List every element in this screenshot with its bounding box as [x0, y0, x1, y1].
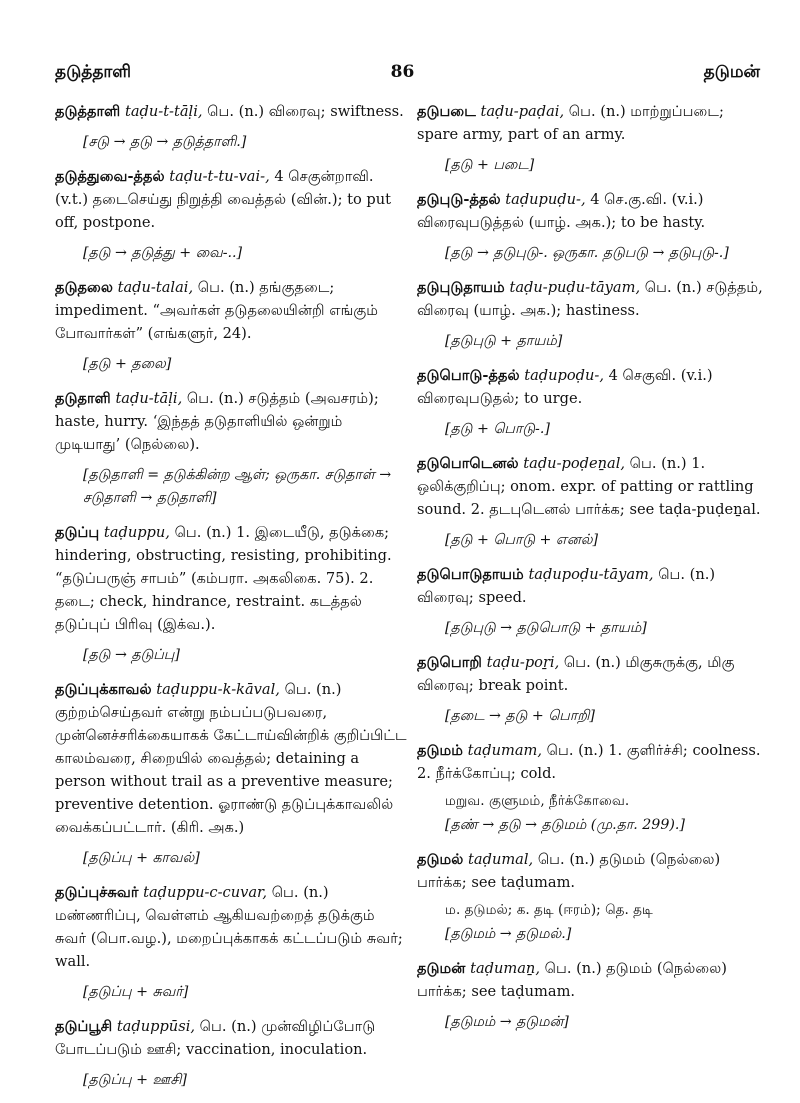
entry-transliteration: taḍumam,	[467, 742, 542, 759]
entry-transliteration: taḍu-puḍu-tāyam,	[509, 279, 641, 296]
left-column	[55, 100, 407, 1103]
entry-etymology: [தடு → தடுத்து + வை-..]	[83, 245, 243, 261]
entry-transliteration: taḍu-poḍeṉal,	[523, 455, 626, 472]
entry-transliteration: taḍu-tāḷi,	[115, 390, 183, 407]
entry-headword: தடுபடை	[417, 103, 476, 120]
dictionary-entry	[55, 100, 407, 154]
dictionary-entry	[55, 276, 407, 376]
entry-headword: தடுபுடு-த்தல்	[417, 191, 501, 208]
entry-definition	[417, 100, 769, 146]
entry-headword: தடுபுடுதாயம்	[417, 279, 505, 296]
entry-body: 4 செகுவி. (v.i.) விரைவுபடுதல்; to urge.	[417, 367, 713, 407]
entry-transliteration: taḍu-poṟi,	[486, 654, 560, 671]
entry-etymology: [தடு → தடுபுடு-. ஒருகா. தடுபடு → தடுபுடு-.]	[445, 245, 729, 261]
entry-definition	[55, 387, 407, 456]
entry-body: பெ. (n.) தடுமம் (நெல்லை) பார்க்க; see taḍumam.	[417, 960, 727, 1000]
entry-body: 4 செ.கு.வி. (v.i.) விரைவுபடுத்தல் (யாழ். அக.); to be hasty.	[417, 191, 706, 231]
entry-transliteration: taḍu-t-tāḷi,	[124, 103, 203, 120]
entry-transliteration: taḍu-paḍai,	[480, 103, 565, 120]
guide-word-right: தடுமன்	[703, 62, 760, 82]
dictionary-entry	[417, 276, 769, 353]
entry-definition	[417, 563, 769, 609]
entry-body: பெ. (n.) 1. ஒலிக்குறிப்பு; onom. expr. of patting or rattling sound. 2. தடபுடெனல் பார்க்க; see taḍa-puḍeṉal.	[417, 455, 761, 518]
entry-headword: தடுப்பு	[55, 524, 100, 541]
entry-definition	[55, 521, 407, 636]
dictionary-entry	[417, 739, 769, 837]
entry-definition	[55, 881, 407, 973]
entry-etymology: [தடு → தடுப்பு]	[83, 647, 180, 663]
entry-headword: தடுப்பூசி	[55, 1018, 113, 1035]
dictionary-entry	[417, 188, 769, 265]
dictionary-entry	[417, 651, 769, 728]
entry-body: பெ. (n.) விரைவு; swiftness.	[207, 103, 404, 120]
entry-etymology: [தடுப்பு + சுவர்]	[83, 984, 189, 1000]
dictionary-entry	[55, 521, 407, 667]
entry-definition	[55, 276, 407, 345]
entry-body: பெ. (n.) சடுத்தம், விரைவு (யாழ். அக.); hastiness.	[417, 279, 763, 319]
entry-body: பெ. (n.) மண்ணரிப்பு, வெள்ளம் ஆகியவற்றைத் தடுக்கும் சுவர் (பொ.வழ.), மறைப்புக்காகக் கட்டப்படும் சுவர்; wall.	[55, 884, 403, 970]
entry-body: பெ. (n.) 1. குளிர்ச்சி; coolness. 2. நீர்க்கோப்பு; cold.	[417, 742, 761, 782]
page-header	[55, 62, 760, 92]
page-number: 86	[390, 62, 415, 82]
entry-definition	[417, 188, 769, 234]
dictionary-entry	[417, 452, 769, 552]
dictionary-entry	[417, 364, 769, 441]
entry-etymology: [தடுபுடு + தாயம்]	[445, 333, 563, 349]
entry-transliteration: taḍupoḍu-tāyam,	[528, 566, 654, 583]
entry-body: பெ. (n.) தங்குதடை; impediment. “அவர்கள் தடுதலையின்றி எங்கும் போவார்கள்” (எங்களுர், 24).	[55, 279, 379, 342]
entry-body: பெ. (n.) விரைவு; speed.	[417, 566, 716, 606]
entry-transliteration: taḍupoḍu-,	[524, 367, 604, 384]
entry-transliteration: taḍumal,	[468, 851, 534, 868]
entry-transliteration: taḍuppu-k-kāval,	[156, 681, 280, 698]
dictionary-entry	[417, 563, 769, 640]
entry-headword: தடுத்தாளி	[55, 103, 121, 120]
entry-headword: தடுமல்	[417, 851, 464, 868]
entry-transliteration: taḍu-talai,	[117, 279, 194, 296]
entry-etymology: [தண் → தடு → தடுமம் (மு.தா. 299).]	[445, 817, 685, 833]
entry-transliteration: taḍuppu-c-cuvar,	[143, 884, 268, 901]
dictionary-entry	[417, 100, 769, 177]
entry-headword: தடுபொறி	[417, 654, 482, 671]
entry-body: 4 செகுன்றாவி. (v.t.) தடைசெய்து நிறுத்தி வைத்தல் (வின்.); to put off, postpone.	[55, 168, 392, 231]
entry-headword: தடுமன்	[417, 960, 466, 977]
entry-body: பெ. (n.) 1. இடையீடு, தடுக்கை; hindering, obstructing, resisting, prohibiting. “தடுப்பருஞ் சாபம்” (கம்பரா. அகலிகை. 75). 2. தடை; check, hindrance, restraint. கடத்தல் தடுப்புப் பிரிவு (இக்வ.).	[55, 524, 392, 633]
dictionary-entry	[55, 1015, 407, 1092]
entry-headword: தடுபொடெனல்	[417, 455, 519, 472]
entry-definition	[417, 848, 769, 894]
entry-body: பெ. (n.) தடுமம் (நெல்லை) பார்க்க; see taḍumam.	[417, 851, 721, 891]
entry-definition	[55, 1015, 407, 1061]
entry-transliteration: taḍuppūsi,	[116, 1018, 195, 1035]
entry-etymology: [சடு → தடு → தடுத்தாளி.]	[83, 134, 247, 150]
entry-headword: தடுப்புக்காவல்	[55, 681, 152, 698]
entry-body: பெ. (n.) மிகுசுருக்கு, மிகு விரைவு; break point.	[417, 654, 735, 694]
entry-headword: தடுபொடு-த்தல்	[417, 367, 520, 384]
dictionary-entry	[55, 678, 407, 870]
entry-etymology: [தடுதாளி = தடுக்கின்ற ஆள்; ஒருகா. சடுதாள் → சடுதாளி → தடுதாளி]	[83, 467, 392, 506]
entry-definition	[417, 364, 769, 410]
entry-etymology: [தடு + பொடு-.]	[445, 421, 550, 437]
right-column	[417, 100, 769, 1045]
entry-related-forms: ம. தடுமல்; க. தடி (ஈரம்); தெ. தடி	[445, 902, 653, 918]
entry-headword: தடுமம்	[417, 742, 464, 759]
entry-etymology: [தடுப்பு + ஊசி]	[83, 1072, 187, 1088]
dictionary-entry	[55, 881, 407, 1004]
entry-etymology: [தடுப்பு + காவல்]	[83, 850, 200, 866]
entry-headword: தடுபொடுதாயம்	[417, 566, 524, 583]
entry-transliteration: taḍuppu,	[103, 524, 170, 541]
entry-transliteration: taḍu-t-tu-vai-,	[169, 168, 270, 185]
entry-etymology: [தடுமம் → தடுமல்.]	[445, 926, 572, 942]
entry-body: பெ. (n.) சடுத்தம் (அவசரம்); haste, hurry. ‘இந்தத் தடுதாளியில் ஒன்றும் முடியாது’ (நெல்லை).	[55, 390, 379, 453]
entry-headword: தடுப்புச்சுவர்	[55, 884, 139, 901]
entry-headword: தடுதலை	[55, 279, 113, 296]
entry-body: பெ. (n.) முன்விழிப்போடு போடப்படும் ஊசி; vaccination, inoculation.	[55, 1018, 376, 1058]
entry-etymology: [தடு + தலை]	[83, 356, 172, 372]
entry-body: பெ. (n.) குற்றம்செய்தவர் என்று நம்பப்படுபவரை, முன்னெச்சரிக்கையாகக் கேட்டாய்வின்றிக் குறிப்பிட்ட காலம்வரை, சிறையில் வைத்தல்; detaining a person without trail as a preventive measure; preventive detention. ஓராண்டு தடுப்புக்காவலில் வைக்கப்பட்டார். (கிரி. அக.)	[55, 681, 407, 836]
entry-headword: தடுதாளி	[55, 390, 111, 407]
entry-definition	[55, 100, 407, 123]
entry-related-forms: மறுவ. குளுமம், நீர்க்கோவை.	[445, 793, 630, 809]
entry-etymology: [தடை → தடு + பொறி]	[445, 708, 595, 724]
entry-definition	[417, 276, 769, 322]
guide-word-left: தடுத்தாளி	[55, 62, 132, 82]
entry-transliteration: taḍumaṉ,	[470, 960, 540, 977]
dictionary-entry	[417, 848, 769, 946]
entry-definition	[417, 957, 769, 1003]
entry-definition	[55, 678, 407, 839]
entry-etymology: [தடு + படை]	[445, 157, 535, 173]
entry-etymology: [தடு + பொடு + எனல்]	[445, 532, 599, 548]
entry-etymology: [தடுபுடு → தடுபொடு + தாயம்]	[445, 620, 647, 636]
dictionary-entry	[417, 957, 769, 1034]
entry-etymology: [தடுமம் → தடுமன்]	[445, 1014, 569, 1030]
entry-body: பெ. (n.) மாற்றுப்படை; spare army, part of an army.	[417, 103, 724, 143]
entry-definition	[55, 165, 407, 234]
entry-headword: தடுத்துவை-த்தல்	[55, 168, 165, 185]
entry-definition	[417, 651, 769, 697]
entry-transliteration: taḍupuḍu-,	[505, 191, 586, 208]
dictionary-entry	[55, 165, 407, 265]
entry-definition	[417, 739, 769, 785]
entry-definition	[417, 452, 769, 521]
dictionary-entry	[55, 387, 407, 510]
